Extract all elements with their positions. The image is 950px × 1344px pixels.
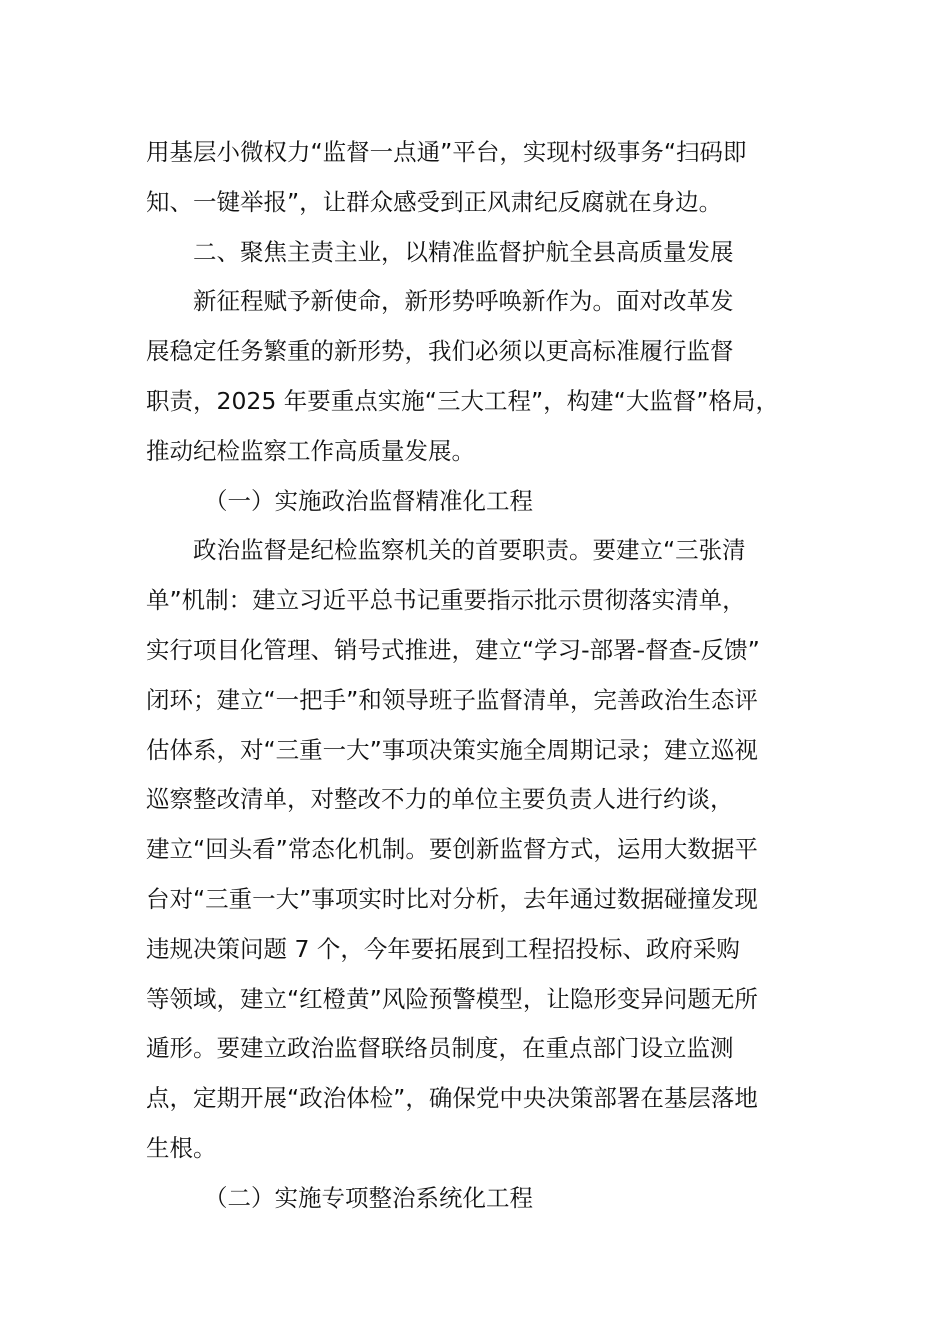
text-line: 知、一键举报”，让群众感受到正风肃纪反腐就在身边。 [146, 187, 723, 216]
text-line: 点，定期开展“政治体检”，确保党中央决策部署在基层落地 [146, 1084, 758, 1113]
text-line: 新征程赋予新使命，新形势呼唤新作为。面对改革发 [193, 287, 734, 316]
heading-text: 二、聚焦主责主业，以精准监督护航全县高质量发展 [193, 237, 734, 266]
text-line: 建立“回头看”常态化机制。要创新监督方式，运用大数据平 [146, 835, 758, 864]
text-line: 单”机制：建立习近平总书记重要指示批示贯彻落实清单， [146, 586, 746, 615]
heading-text: （一）实施政治监督精准化工程 [204, 486, 533, 515]
text-line: 推动纪检监察工作高质量发展。 [146, 436, 475, 465]
subsection-heading-2 [146, 1174, 836, 1224]
subsection-heading-1 [146, 477, 836, 527]
heading-text: （二）实施专项整治系统化工程 [204, 1183, 533, 1212]
section-heading-2 [146, 228, 836, 278]
text-line: 台对“三重一大”事项实时比对分析，去年通过数据碰撞发现 [146, 884, 758, 913]
text-line: 巡察整改清单，对整改不力的单位主要负责人进行约谈， [146, 785, 734, 814]
text-line: 估体系，对“三重一大”事项决策实施全周期记录；建立巡视 [146, 735, 758, 764]
text-line: 等领域，建立“红橙黄”风险预警模型，让隐形变异问题无所 [146, 984, 758, 1013]
text-line: 政治监督是纪检监察机关的首要职责。要建立“三张清 [193, 536, 746, 565]
text-line: 闭环；建立“一把手”和领导班子监督清单，完善政治生态评 [146, 685, 758, 714]
text-line: 生根。 [146, 1133, 217, 1162]
text-line: 用基层小微权力“监督一点通”平台，实现村级事务“扫码即 [146, 138, 747, 166]
text-line: 职责，2025 年要重点实施“三大工程”，构建“大监督”格局， [146, 386, 779, 415]
text-line: 遁形。要建立政治监督联络员制度，在重点部门设立监测 [146, 1034, 734, 1063]
document-body [146, 128, 836, 1224]
text-line: 展稳定任务繁重的新形势，我们必须以更高标准履行监督 [146, 337, 734, 366]
text-line: 实行项目化管理、销号式推进，建立“学习-部署-督查-反馈” [146, 635, 760, 664]
paragraph-continuation [146, 128, 836, 228]
paragraph-intro [146, 277, 836, 476]
text-line: 违规决策问题 7 个，今年要拓展到工程招投标、政府采购 [146, 934, 740, 963]
paragraph-political-supervision [146, 526, 836, 1173]
